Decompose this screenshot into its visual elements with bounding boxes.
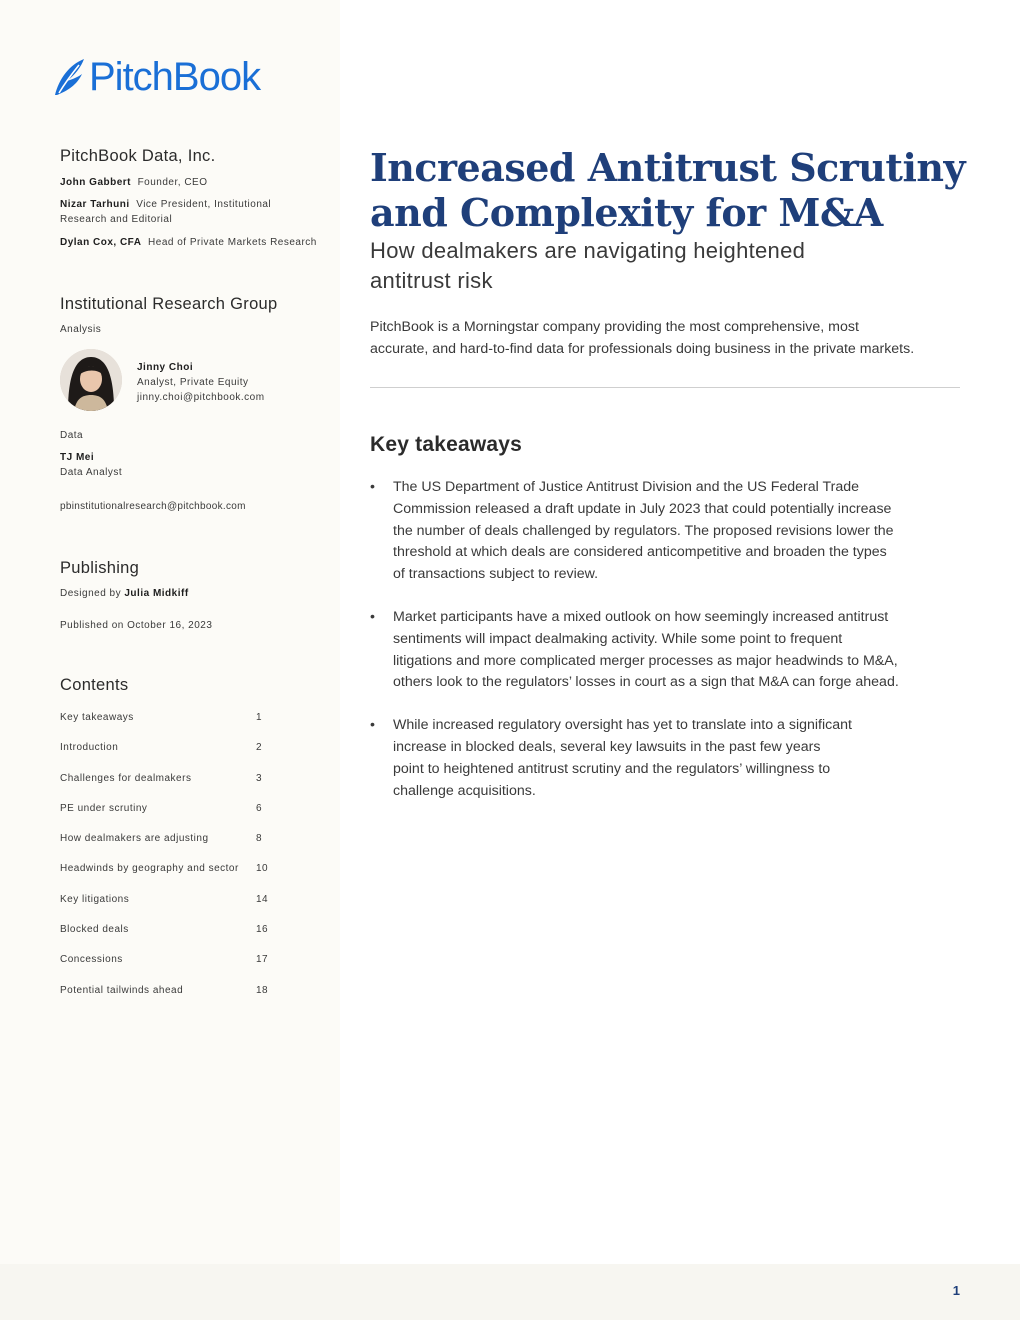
person-name: Dylan Cox, CFA [60,237,142,248]
bullet-line: Market participants have a mixed outlook on how seemingly increased antitrust [393,608,889,625]
person-entry [60,175,208,190]
published-date: Published on October 16, 2023 [60,620,213,631]
analyst-email[interactable]: jinny.choi@pitchbook.com [137,392,265,403]
toc-item[interactable] [60,924,280,954]
toc-item-page: 6 [256,802,263,814]
report-subtitle-line: How dealmakers are navigating heightened [370,238,806,263]
report-subtitle [370,236,890,296]
key-takeaways-list [370,477,965,823]
footer-band [0,1264,1020,1320]
bullet-line: point to heightened antitrust scrutiny and the regulators’ willingness to [393,760,831,777]
toc-item[interactable] [60,863,280,893]
toc-item-page: 10 [256,863,269,875]
report-title-line: and Complexity for M&A [370,190,883,235]
pitchbook-leaf-icon [53,57,85,97]
person-entry [60,235,317,250]
designed-by-label: Designed by [60,588,122,599]
key-takeaways-heading: Key takeaways [370,433,523,456]
report-subtitle-line: antitrust risk [370,268,493,293]
analyst-role: Analyst, Private Equity [137,377,249,388]
toc-item-label: Potential tailwinds ahead [60,984,184,996]
intro-line: PitchBook is a Morningstar company providing the most comprehensive, most [370,319,859,335]
toc-item-page: 18 [256,984,269,996]
toc-item[interactable] [60,742,280,772]
person-role-cont: Research and Editorial [60,214,173,225]
contact-email-link[interactable]: pbinstitutionalresearch@pitchbook.com [60,501,246,512]
divider [370,387,960,388]
toc-item-label: Concessions [60,954,123,966]
table-of-contents [60,712,280,1015]
person-entry [60,197,300,227]
bullet-item [370,477,965,586]
data-person-role: Data Analyst [60,467,123,478]
bullet-icon: • [370,717,375,734]
page-number: 1 [952,1283,960,1298]
report-title-line: Increased Antitrust Scrutiny [370,145,966,190]
analysis-label: Analysis [60,324,102,335]
toc-item-label: Headwinds by geography and sector [60,863,239,875]
person-name: Nizar Tarhuni [60,199,130,210]
toc-item-page: 17 [256,954,269,966]
toc-item-label: Blocked deals [60,924,129,936]
toc-item-label: Challenges for dealmakers [60,772,192,784]
toc-item[interactable] [60,712,280,742]
bullet-line: Commission released a draft update in July 2023 that could potentially increase [393,500,892,517]
toc-item[interactable] [60,985,280,1015]
data-person [60,450,122,480]
pitchbook-logo [53,56,260,98]
research-group-title: Institutional Research Group [60,295,278,313]
toc-item-label: PE under scrutiny [60,802,148,814]
analyst-info [137,360,265,405]
analyst-name: Jinny Choi [137,362,194,373]
toc-item-label: Key litigations [60,893,130,905]
toc-item-page: 2 [256,742,263,754]
toc-item-page: 8 [256,833,263,845]
toc-item[interactable] [60,803,280,833]
brand-name: PitchBook [89,55,261,99]
intro-paragraph [370,316,970,360]
bullet-line: of transactions subject to review. [393,566,599,583]
bullet-icon: • [370,479,375,495]
person-name: John Gabbert [60,177,132,188]
intro-line: accurate, and hard-to-find data for professionals doing business in the private markets. [370,341,915,357]
bullet-line: the number of deals challenged by regulators. The proposed revisions lower the [393,522,894,539]
toc-item-label: How dealmakers are adjusting [60,833,209,845]
bullet-line: sentiments will impact dealmaking activity. While some point to frequent [393,630,843,647]
toc-item-page: 16 [256,924,269,936]
bullet-line: challenge acquisitions. [393,782,536,799]
bullet-line: The US Department of Justice Antitrust Division and the US Federal Trade [393,479,860,495]
bullet-line: While increased regulatory oversight has yet to translate into a significant [393,717,852,734]
toc-item[interactable] [60,773,280,803]
bullet-line: increase in blocked deals, several key lawsuits in the past few years [393,738,821,755]
person-role: Founder, CEO [137,177,208,188]
company-title: PitchBook Data, Inc. [60,147,216,165]
bullet-icon: • [370,608,375,625]
toc-item-page: 1 [256,712,263,723]
designer-credit [60,586,189,601]
bullet-item [370,607,965,694]
bullet-item [370,715,965,802]
person-role: Head of Private Markets Research [148,237,317,248]
toc-item[interactable] [60,954,280,984]
toc-item[interactable] [60,894,280,924]
toc-item-page: 14 [256,893,269,905]
bullet-line: others look to the regulators’ losses in court as a sign that M&A can forge ahead. [393,674,899,691]
bullet-line: litigations and more complicated merger processes as major headwinds to M&A, [393,652,898,669]
toc-item-page: 3 [256,772,263,784]
contents-title: Contents [60,676,129,694]
toc-item[interactable] [60,833,280,863]
data-person-name: TJ Mei [60,452,95,463]
toc-item-label: Key takeaways [60,712,134,723]
toc-item-label: Introduction [60,742,119,754]
analyst-avatar [60,349,122,411]
person-role: Vice President, Institutional [136,199,272,210]
report-title [370,145,970,235]
bullet-line: threshold at which deals are considered anticompetitive and broaden the types [393,544,887,561]
designer-name: Julia Midkiff [124,588,189,599]
data-label: Data [60,430,84,441]
publishing-title: Publishing [60,559,140,577]
